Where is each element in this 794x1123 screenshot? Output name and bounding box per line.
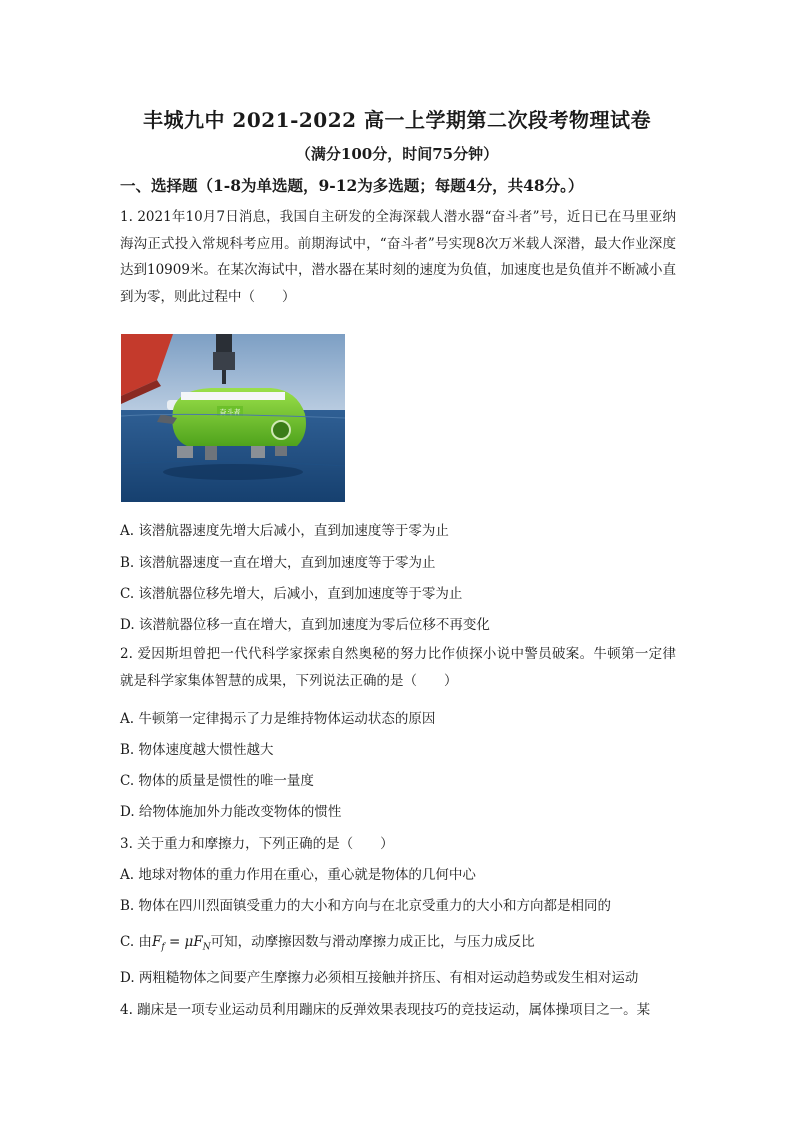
q3-option-c-prefix: C. 由 (120, 934, 152, 950)
q1-stem: 1. 2021年10月7日消息，我国自主研发的全海深载人潜水器“奋斗者”号，近日已在马里亚纳海沟正式投入常规科考应用。前期海试中，“奋斗者”号实现8次万米载人深潜，最大作业深度达到10909米。在某次海试中，潜水器在某时刻的速度为负值，加速度也是负值并不断减小直到为零，则此过程中（ ） (120, 209, 676, 305)
q1-option-a: A. 该潜航器速度先增大后减小，直到加速度等于零为止 (120, 523, 449, 539)
submersible-photo (121, 334, 345, 502)
section-heading: 一、选择题（1-8为单选题，9-12为多选题；每题4分，共48分。） (120, 176, 584, 195)
formula-equals-mu: = μ (164, 934, 194, 950)
q4-stem: 4. 蹦床是一项专业运动员利用蹦床的反弹效果表现技巧的竞技运动，属体操项目之一。某 (120, 1002, 651, 1018)
q3-formula (151, 934, 211, 953)
q3-option-a: A. 地球对物体的重力作用在重心，重心就是物体的几何中心 (120, 867, 476, 883)
q2-option-a: A. 牛顿第一定律揭示了力是维持物体运动状态的原因 (120, 711, 436, 727)
q3-stem: 3. 关于重力和摩擦力，下列正确的是（ ） (120, 836, 394, 852)
formula-friction-subscript: f (161, 942, 165, 953)
exam-title: 丰城九中 2021-2022 高一上学期第二次段考物理试卷 (142, 108, 652, 132)
q3-option-c-tail: 可知，动摩擦因数与滑动摩擦力成正比，与压力成反比 (210, 934, 535, 950)
exam-subtitle: （满分100分，时间75分钟） (295, 145, 499, 163)
q1-option-b: B. 该潜航器速度一直在增大，直到加速度等于零为止 (120, 555, 436, 571)
q1-option-c: C. 该潜航器位移先增大，后减小，直到加速度等于零为止 (120, 586, 463, 602)
formula-friction-symbol: F (151, 934, 162, 950)
q1-option-d: D. 该潜航器位移一直在增大，直到加速度为零后位移不再变化 (120, 617, 490, 633)
q2-stem: 2. 爱因斯坦曾把一代代科学家探索自然奥秘的努力比作侦探小说中警员破案。牛顿第一定律就是科学家集体智慧的成果，下列说法正确的是（ ） (120, 646, 676, 689)
formula-normal-subscript: N (202, 942, 211, 953)
q3-option-c (120, 930, 535, 953)
q2-option-c: C. 物体的质量是惯性的唯一量度 (120, 773, 314, 789)
q2-option-b: B. 物体速度越大惯性越大 (120, 742, 274, 758)
q3-option-b: B. 物体在四川烈面镇受重力的大小和方向与在北京受重力的大小和方向都是相同的 (120, 898, 612, 914)
q3-option-d: D. 两粗糙物体之间要产生摩擦力必须相互接触并挤压、有相对运动趋势或发生相对运动 (120, 970, 639, 986)
submersible-label: 奋斗者 (219, 408, 241, 417)
formula-normal-symbol: F (193, 934, 203, 950)
q2-option-d: D. 给物体施加外力能改变物体的惯性 (120, 804, 342, 820)
